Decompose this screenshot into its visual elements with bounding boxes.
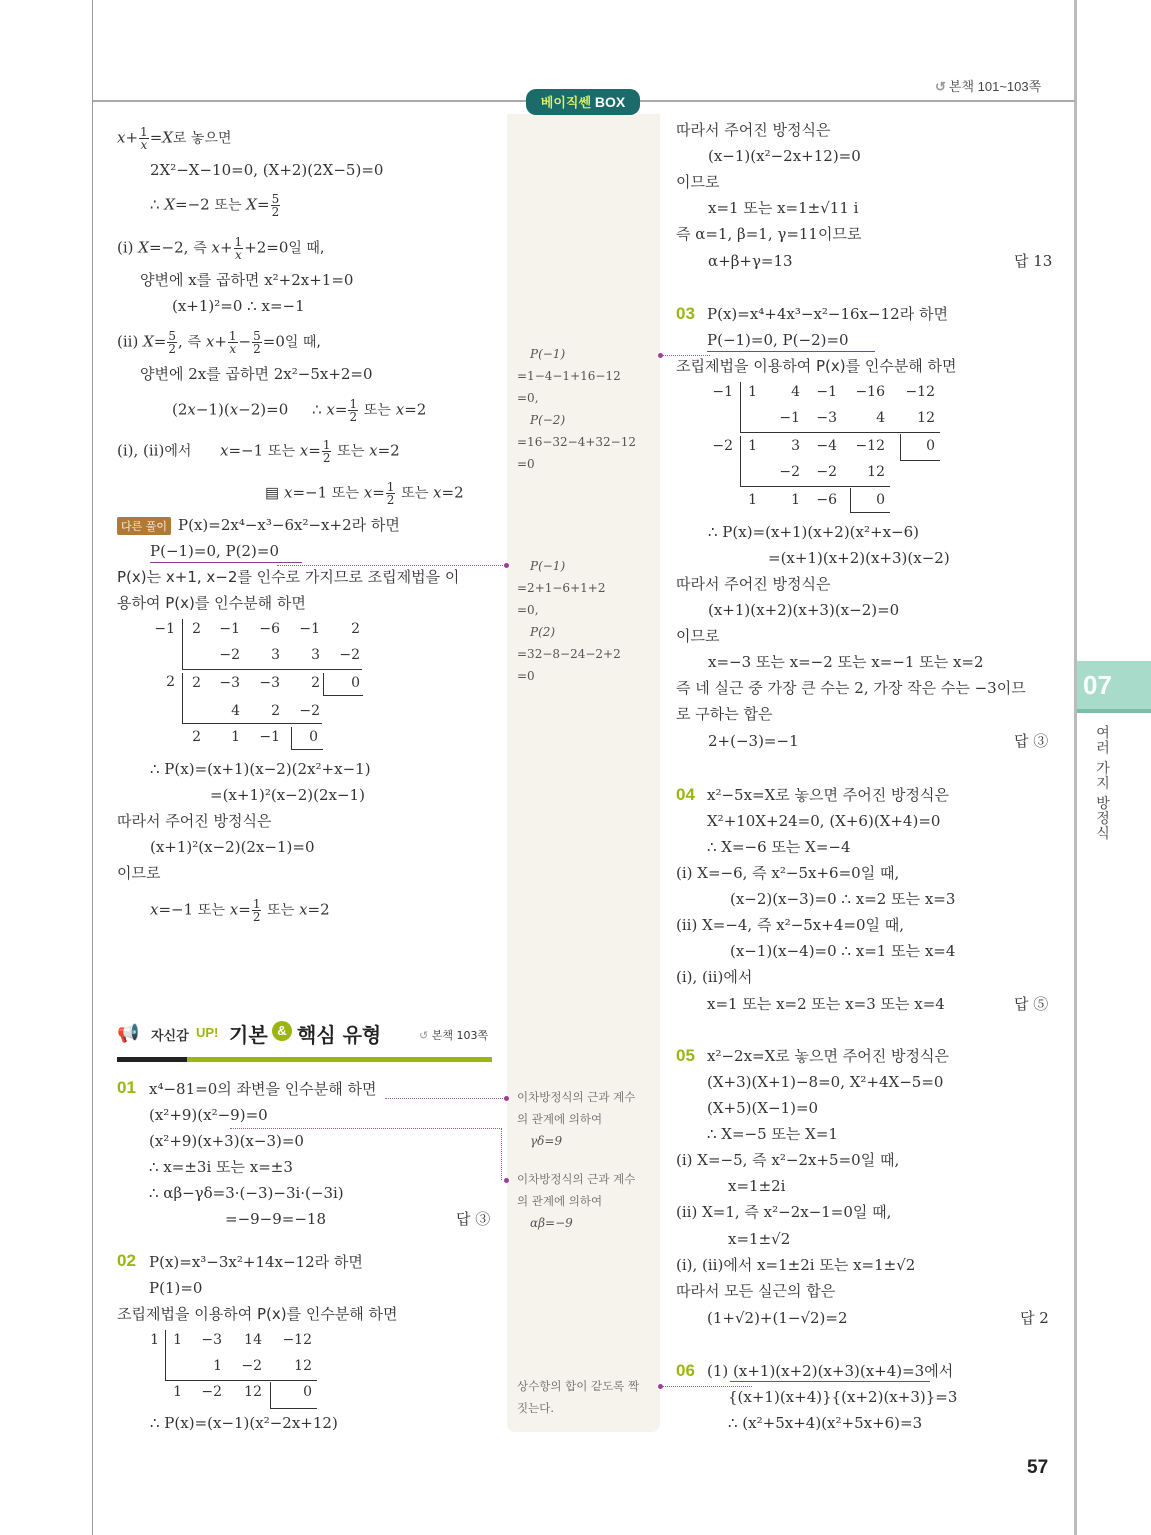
note-line: =2+1−6+1+2	[517, 581, 606, 595]
chapter-label: 여러 가지 방정식	[1094, 725, 1110, 841]
cell: 2	[311, 675, 320, 691]
cell: 4	[876, 410, 885, 426]
cell: −16	[855, 384, 885, 400]
math-line: P(x)=2x⁴−x³−6x²−x+2라 하면	[178, 516, 400, 534]
cell: −3	[219, 675, 240, 691]
math-line: (i), (ii)에서 x=−1 또는 x= $\frac{1}{2}$ 또는 x=2	[117, 438, 400, 465]
synthetic-division-q02	[145, 1330, 325, 1410]
cell: −3	[816, 410, 837, 426]
cell: 1	[213, 1358, 222, 1374]
math-line: (2x−1)(x−2)=0 ∴ x= $\frac{1}{2}$ 또는 x=2	[172, 397, 427, 424]
math-line: (i) X=−6, 즉 x²−5x+6=0일 때,	[676, 864, 900, 882]
divisor: −1	[712, 384, 733, 400]
note-line: =0	[517, 457, 535, 471]
math-line: ∴ X=−5 또는 X=1	[707, 1125, 838, 1143]
math-line: (i), (ii)에서 x=1±2i 또는 x=1±√2	[676, 1256, 916, 1274]
synthetic-division-q03	[705, 382, 945, 512]
math-line: x²−5x=X로 놓으면 주어진 방정식은	[707, 786, 949, 804]
math-line: 2+(−3)=−1	[708, 732, 799, 750]
math-line: x=−1 또는 x= $\frac{1}{2}$ 또는 x=2	[150, 897, 330, 924]
cell: −3	[201, 1332, 222, 1348]
math-line: (i), (ii)에서	[676, 968, 753, 986]
math-line: x=−3 또는 x=−2 또는 x=−1 또는 x=2	[708, 653, 984, 671]
divisor: 1	[150, 1332, 159, 1348]
note-line: 이차방정식의 근과 계수	[517, 1090, 636, 1104]
cell: 1	[231, 729, 240, 745]
section-ref-text: 본책 103쪽	[431, 1029, 489, 1042]
cell: 12	[867, 464, 885, 480]
math-line: ∴ P(x)=(x−1)(x²−2x+12)	[150, 1414, 338, 1432]
math-line: (ii) X=−4, 즉 x²−5x+4=0일 때,	[676, 916, 905, 934]
math-line: P(1)=0	[149, 1279, 203, 1297]
math-line: P(−1)=0, P(2)=0	[150, 542, 280, 560]
badge-korean: 베이직쎈	[540, 96, 591, 111]
cell: 1	[173, 1332, 182, 1348]
answer-icon: ▤	[265, 484, 280, 502]
note-line: 의 관계에 의하여	[517, 1194, 603, 1208]
math-line: α+β+γ=13	[708, 252, 793, 270]
math-line: x=1 또는 x=2 또는 x=3 또는 x=4	[707, 995, 945, 1013]
cell: 0	[303, 1384, 312, 1400]
chapter-tab[interactable]: 07	[1077, 661, 1151, 709]
math-line: (x+1)²=0 ∴ x=−1	[172, 297, 305, 315]
note-line: =1−4−1+16−12	[517, 369, 621, 383]
cell: −2	[339, 647, 360, 663]
note-line: =0	[517, 669, 535, 683]
cell: −2	[201, 1384, 222, 1400]
math-line: 이므로	[117, 864, 161, 882]
cell: 12	[917, 410, 935, 426]
math-line: (x²+9)(x+3)(x−3)=0	[149, 1132, 304, 1150]
cell: 2	[192, 675, 201, 691]
chapter-tab-bar	[1077, 709, 1151, 713]
math-line: =(x+1)(x+2)(x+3)(x−2)	[768, 549, 950, 567]
math-line: ∴ P(x)=(x+1)(x−2)(2x²+x−1)	[150, 760, 371, 778]
answer-line: ▤ x=−1 또는 x= $\frac{1}{2}$ 또는 x=2	[265, 480, 464, 507]
note-line: 이차방정식의 근과 계수	[517, 1172, 636, 1186]
math-line: X²+10X+24=0, (X+6)(X+4)=0	[707, 812, 941, 830]
page-number: 57	[1027, 1457, 1049, 1478]
cell: 0	[926, 438, 935, 454]
cell: −2	[779, 464, 800, 480]
note-line: =16−32−4+32−12	[517, 435, 636, 449]
reference-arrow-icon: ↺	[419, 1029, 429, 1042]
cell: −2	[241, 1358, 262, 1374]
cell: 3	[791, 438, 800, 454]
cell: 2	[192, 621, 201, 637]
question-number: 03	[676, 304, 695, 323]
cell: 3	[271, 647, 280, 663]
basic-box-badge	[526, 89, 640, 115]
math-line: 즉 α=1, β=1, γ=11이므로	[676, 225, 862, 243]
question-number: 05	[676, 1046, 695, 1065]
math-line: ∴ (x²+5x+4)(x²+5x+6)=3	[728, 1414, 923, 1432]
section-prefix: 자신감	[151, 1029, 189, 1044]
cell: 1	[791, 492, 800, 508]
book-reference-text: 본책 101~103쪽	[948, 79, 1042, 94]
math-line: 즉 네 실근 중 가장 큰 수는 2, 가장 작은 수는 −3이므	[676, 679, 1026, 697]
cell: −3	[259, 675, 280, 691]
divisor: 2	[166, 674, 175, 690]
math-line: 로 구하는 합은	[676, 705, 773, 723]
underline-mark	[150, 562, 302, 563]
note-line: αβ=−9	[530, 1216, 573, 1230]
cell: −1	[816, 384, 837, 400]
math-line: (x−1)(x²−2x+12)=0	[708, 147, 861, 165]
answer-line: 답 ③	[456, 1210, 491, 1228]
note-line: =0,	[517, 391, 539, 405]
math-line: (1) (x+1)(x+2)(x+3)(x+4)=3에서	[707, 1362, 954, 1380]
math-line: 따라서 주어진 방정식은	[676, 121, 831, 139]
math-line: (x²+9)(x²−9)=0	[149, 1106, 268, 1124]
underline-mark	[730, 1381, 930, 1382]
divisor: −1	[154, 621, 175, 637]
note-line: 상수항의 합이 같도록 짝	[517, 1379, 640, 1393]
link-line	[385, 1098, 507, 1099]
math-line: x+ $\frac{1}{x}$ =X로 놓으면	[117, 125, 232, 152]
math-line: x=1±2i	[728, 1177, 786, 1195]
section-up: UP!	[196, 1025, 219, 1040]
math-line: (X+3)(X+1)−8=0, X²+4X−5=0	[707, 1073, 944, 1091]
cell: 2	[351, 621, 360, 637]
cell: 4	[231, 703, 240, 719]
math-line: 양변에 x를 곱하면 x²+2x+1=0	[140, 271, 354, 289]
link-line	[230, 1128, 502, 1129]
cell: 2	[271, 703, 280, 719]
math-line: ∴ P(x)=(x+1)(x+2)(x²+x−6)	[708, 523, 920, 541]
note-line: P(2)	[530, 625, 556, 639]
section-title-b: 핵심 유형	[297, 1023, 382, 1047]
answer-line: 답 2	[1020, 1309, 1049, 1327]
cell: −1	[299, 621, 320, 637]
megaphone-icon: 📢	[117, 1023, 140, 1044]
cell: −12	[282, 1332, 312, 1348]
cell: −6	[816, 492, 837, 508]
page-border-right	[1074, 0, 1077, 1535]
math-line: (ii) X= $\frac{5}{2}$ , 즉 x+ $\frac{1}{x}$ − $\frac{5}{2}$ =0일 때,	[117, 329, 321, 356]
question-number: 06	[676, 1361, 695, 1380]
math-line: x²−2x=X로 놓으면 주어진 방정식은	[707, 1047, 949, 1065]
cell: 3	[311, 647, 320, 663]
note-line: 의 관계에 의하여	[517, 1112, 603, 1126]
link-line	[501, 1128, 502, 1180]
math-line: 조립제법을 이용하여 P(x)를 인수분해 하면	[676, 357, 957, 375]
math-line: x⁴−81=0의 좌변을 인수분해 하면	[149, 1080, 377, 1098]
divisor: −2	[712, 438, 733, 454]
badge-english: BOX	[594, 94, 626, 110]
section-ref	[419, 1027, 488, 1043]
cell: −1	[219, 621, 240, 637]
note-line: =0,	[517, 603, 539, 617]
math-line: (i) X=−2, 즉 x+ $\frac{1}{x}$ +2=0일 때,	[117, 235, 325, 262]
note-line: γδ=9	[530, 1134, 563, 1148]
link-dot	[504, 1096, 509, 1101]
math-line: 따라서 주어진 방정식은	[117, 812, 272, 830]
math-line: P(x)는 x+1, x−2를 인수로 가지므로 조립제법을 이	[117, 568, 460, 586]
question-number: 01	[117, 1078, 136, 1097]
note-line: P(−2)	[530, 413, 566, 427]
cell: −12	[905, 384, 935, 400]
ampersand-badge: &	[272, 1021, 292, 1041]
section-title-a: 기본	[229, 1023, 268, 1047]
cell: 0	[309, 729, 318, 745]
math-line: (x−1)(x−4)=0 ∴ x=1 또는 x=4	[730, 942, 956, 960]
note-line: P(−1)	[530, 347, 566, 361]
cell: −6	[259, 621, 280, 637]
math-line: P(−1)=0, P(−2)=0	[707, 331, 849, 349]
math-line: 2X²−X−10=0, (X+2)(2X−5)=0	[150, 161, 384, 179]
cell: −1	[779, 410, 800, 426]
math-line: 이므로	[676, 627, 720, 645]
cell: 12	[294, 1358, 312, 1374]
note-line: P(−1)	[530, 559, 566, 573]
math-line: 용하여 P(x)를 인수분해 하면	[117, 594, 306, 612]
math-line: (x+1)(x+2)(x+3)(x−2)=0	[708, 601, 900, 619]
cell: 2	[192, 729, 201, 745]
link-line	[277, 565, 507, 566]
math-line: 이므로	[676, 173, 720, 191]
cell: −12	[855, 438, 885, 454]
link-dot	[504, 563, 509, 568]
cell: 1	[748, 438, 757, 454]
math-line: ∴ αβ−γδ=3·(−3)−3i·(−3i)	[149, 1184, 344, 1202]
math-line: x=1±√2	[728, 1230, 791, 1248]
cell: −1	[259, 729, 280, 745]
cell: 12	[244, 1384, 262, 1400]
math-line: ∴ X=−6 또는 X=−4	[707, 838, 851, 856]
question-number: 02	[117, 1251, 136, 1270]
math-line: 따라서 주어진 방정식은	[676, 575, 831, 593]
math-line: (X+5)(X−1)=0	[707, 1099, 819, 1117]
math-line: (i) X=−5, 즉 x²−2x+5=0일 때,	[676, 1151, 900, 1169]
math-line: ∴ x=±3i 또는 x=±3	[149, 1158, 293, 1176]
cell: 14	[244, 1332, 262, 1348]
cell: −2	[816, 464, 837, 480]
cell: −4	[816, 438, 837, 454]
math-line: (1+√2)+(1−√2)=2	[707, 1309, 848, 1327]
cell: 4	[791, 384, 800, 400]
basic-box-sidebar	[507, 114, 660, 1432]
math-line: (x−2)(x−3)=0 ∴ x=2 또는 x=3	[730, 890, 956, 908]
link-dot	[504, 1178, 509, 1183]
cell: 0	[876, 492, 885, 508]
math-line: =(x+1)²(x−2)(2x−1)	[210, 786, 365, 804]
math-line: (ii) X=1, 즉 x²−2x−1=0일 때,	[676, 1203, 892, 1221]
math-line: P(x)=x³−3x²+14x−12라 하면	[149, 1253, 363, 1271]
underline-mark	[707, 351, 875, 352]
synthetic-division-alt	[145, 619, 375, 749]
question-number: 04	[676, 785, 695, 804]
cell: 1	[173, 1384, 182, 1400]
cell: 0	[351, 675, 360, 691]
math-line: P(x)=x⁴+4x³−x²−16x−12라 하면	[707, 305, 948, 323]
alt-solution-badge: 다른 풀이	[117, 517, 171, 535]
note-line: 짓는다.	[517, 1401, 554, 1415]
math-line: ∴ X=−2 또는 X= $\frac{5}{2}$	[150, 192, 280, 219]
math-line: (x+1)²(x−2)(2x−1)=0	[150, 838, 315, 856]
math-line: 조립제법을 이용하여 P(x)를 인수분해 하면	[117, 1305, 398, 1323]
section-header	[117, 1017, 492, 1062]
cell: −2	[299, 703, 320, 719]
math-line: 따라서 모든 실근의 합은	[676, 1282, 836, 1300]
answer-line: 답 ③	[1014, 732, 1049, 750]
math-line: 양변에 2x를 곱하면 2x²−5x+2=0	[140, 365, 373, 383]
book-reference	[935, 76, 1041, 95]
math-line: =−9−9=−18	[225, 1210, 327, 1228]
cell: 1	[748, 384, 757, 400]
answer-line: 답 ⑤	[1014, 995, 1049, 1013]
cell: −2	[219, 647, 240, 663]
reference-arrow-icon: ↺	[935, 79, 946, 94]
note-line: =32−8−24−2+2	[517, 647, 621, 661]
math-line: {(x+1)(x+4)}{(x+2)(x+3)}=3	[728, 1388, 958, 1406]
answer-line: 답 13	[1014, 252, 1053, 270]
page-border-left	[92, 0, 93, 1535]
cell: 1	[748, 492, 757, 508]
math-line: x=1 또는 x=1±√11 i	[708, 199, 859, 217]
